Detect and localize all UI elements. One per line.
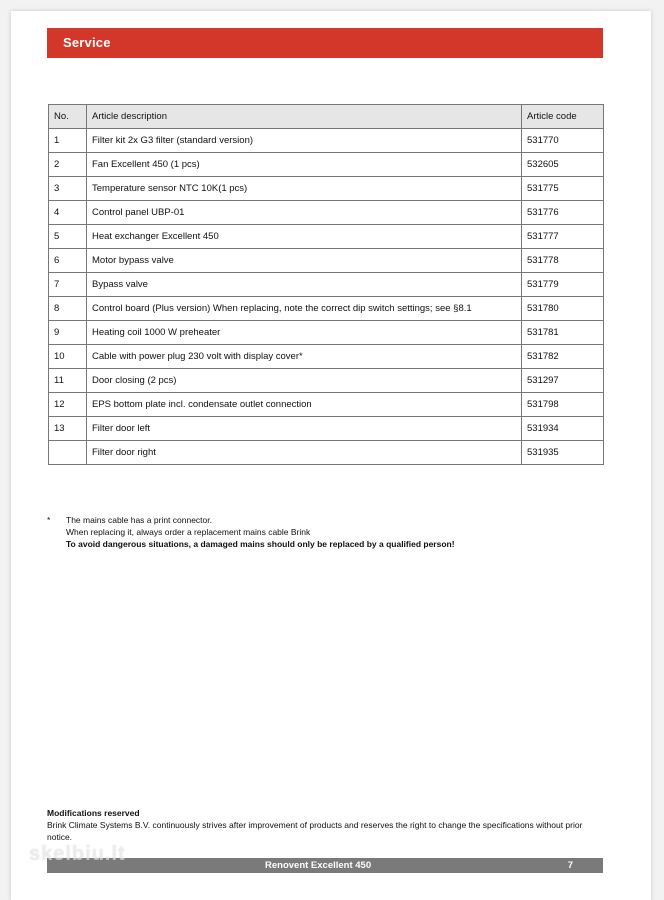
cell-code: 531770 — [522, 129, 604, 153]
cell-no: 12 — [49, 393, 87, 417]
cell-code: 531776 — [522, 201, 604, 225]
footer-page-number: 7 — [567, 860, 573, 871]
cell-description: Heating coil 1000 W preheater — [87, 321, 522, 345]
cell-code: 531934 — [522, 417, 604, 441]
cell-description: Filter kit 2x G3 filter (standard version) — [87, 129, 522, 153]
footnote-line: When replacing it, always order a replacement mains cable Brink — [66, 527, 311, 537]
cell-no: 9 — [49, 321, 87, 345]
section-title: Service — [63, 35, 111, 50]
table-row — [49, 297, 604, 321]
cell-description: Cable with power plug 230 volt with display cover* — [87, 345, 522, 369]
cell-code: 531778 — [522, 249, 604, 273]
cell-no: 4 — [49, 201, 87, 225]
cell-description: Control board (Plus version) When replacing, note the correct dip switch settings; see §8.1 — [87, 297, 522, 321]
column-header-code: Article code — [522, 105, 604, 129]
cell-no: 2 — [49, 153, 87, 177]
cell-code: 531780 — [522, 297, 604, 321]
table-row — [49, 201, 604, 225]
cell-description: Fan Excellent 450 (1 pcs) — [87, 153, 522, 177]
table-row — [49, 129, 604, 153]
table-row — [49, 153, 604, 177]
table-row — [49, 369, 604, 393]
cell-description: Bypass valve — [87, 273, 522, 297]
cell-description: Temperature sensor NTC 10K(1 pcs) — [87, 177, 522, 201]
cell-no: 13 — [49, 417, 87, 441]
table-row — [49, 249, 604, 273]
modifications-notice — [47, 807, 592, 843]
cell-description: Control panel UBP-01 — [87, 201, 522, 225]
cell-code: 531775 — [522, 177, 604, 201]
cell-no: 8 — [49, 297, 87, 321]
table-row — [49, 321, 604, 345]
footer-product-name: Renovent Excellent 450 — [265, 860, 372, 871]
cell-code: 531798 — [522, 393, 604, 417]
table-row — [49, 441, 604, 465]
table-row — [49, 393, 604, 417]
table-row — [49, 225, 604, 249]
column-header-no: No. — [49, 105, 87, 129]
cell-no: 1 — [49, 129, 87, 153]
cell-code: 532605 — [522, 153, 604, 177]
cell-code: 531777 — [522, 225, 604, 249]
cell-description: Door closing (2 pcs) — [87, 369, 522, 393]
cell-description: EPS bottom plate incl. condensate outlet connection — [87, 393, 522, 417]
cell-code: 531297 — [522, 369, 604, 393]
watermark-logo: skelbiu.lt — [29, 843, 126, 865]
table-row — [49, 273, 604, 297]
cell-no: 7 — [49, 273, 87, 297]
cell-code: 531779 — [522, 273, 604, 297]
footnote — [47, 514, 455, 550]
cell-code: 531781 — [522, 321, 604, 345]
table-header-row — [49, 105, 604, 129]
cell-description: Filter door right — [87, 441, 522, 465]
cell-code: 531782 — [522, 345, 604, 369]
cell-description: Motor bypass valve — [87, 249, 522, 273]
footnote-marker: * — [47, 515, 51, 525]
section-header — [47, 28, 603, 58]
cell-description: Filter door left — [87, 417, 522, 441]
cell-no — [49, 441, 87, 465]
parts-table — [48, 104, 604, 465]
cell-no: 6 — [49, 249, 87, 273]
cell-description: Heat exchanger Excellent 450 — [87, 225, 522, 249]
cell-no: 3 — [49, 177, 87, 201]
table-row — [49, 417, 604, 441]
footnote-line: The mains cable has a print connector. — [66, 515, 212, 525]
column-header-description: Article description — [87, 105, 522, 129]
modifications-text: Brink Climate Systems B.V. continuously strives after improvement of products and reserves the right to change the specifications without prior notice. — [47, 820, 583, 842]
cell-no: 10 — [49, 345, 87, 369]
table-row — [49, 177, 604, 201]
document-page — [11, 11, 651, 900]
cell-no: 11 — [49, 369, 87, 393]
page-footer — [47, 858, 603, 873]
table-row — [49, 345, 604, 369]
footnote-warning: To avoid dangerous situations, a damaged mains should only be replaced by a qualified person! — [66, 539, 455, 549]
modifications-title: Modifications reserved — [47, 808, 140, 818]
cell-no: 5 — [49, 225, 87, 249]
cell-code: 531935 — [522, 441, 604, 465]
